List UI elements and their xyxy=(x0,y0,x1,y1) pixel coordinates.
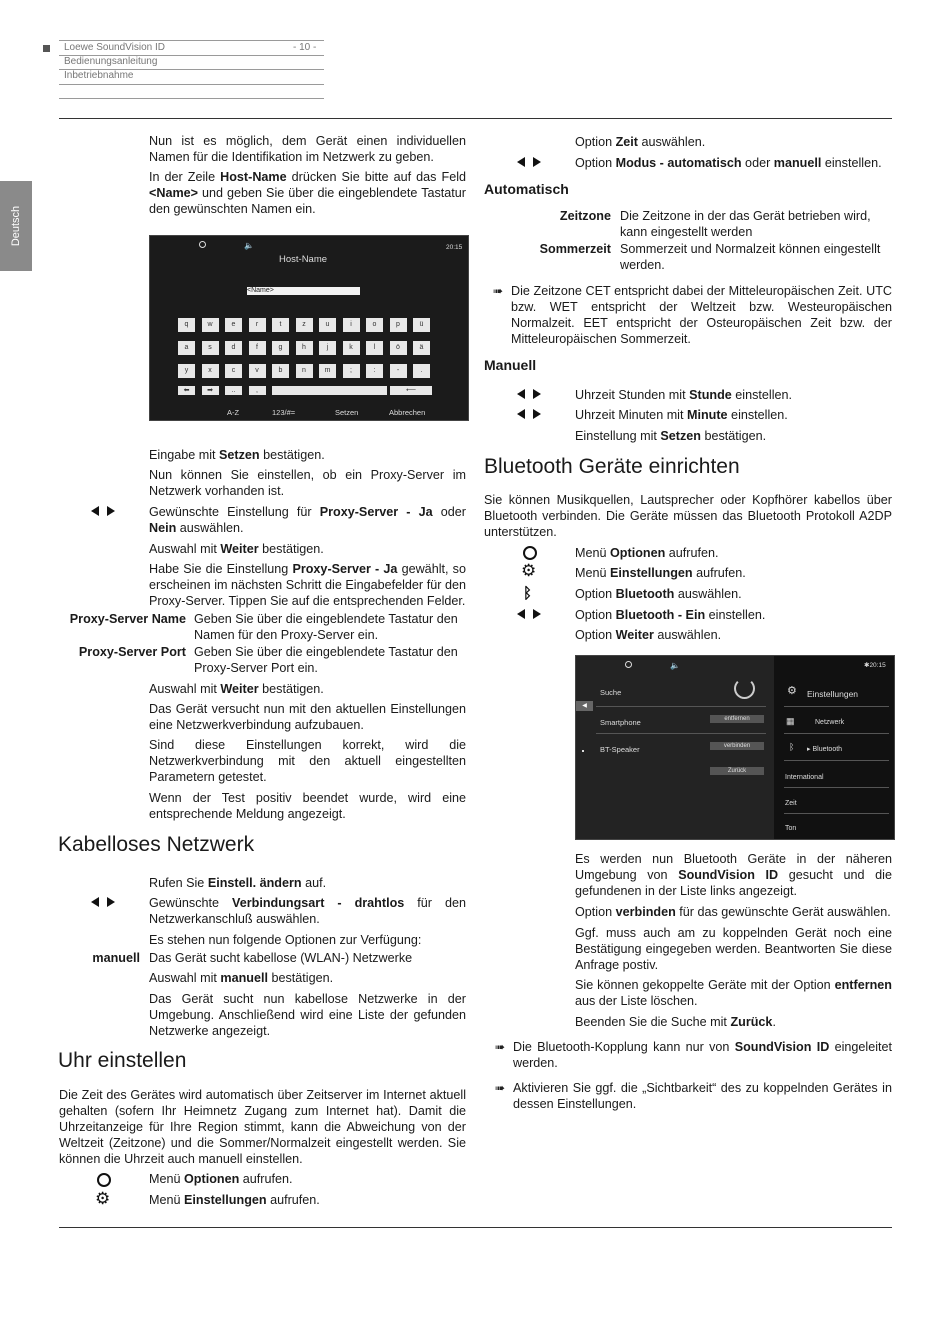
header-page-number: - 10 - xyxy=(293,42,317,53)
speaker-icon: 🔈 xyxy=(244,241,254,250)
connect-button: verbinden xyxy=(710,742,764,750)
paragraph: Das Gerät sucht kabellose (WLAN-) Netzwerke xyxy=(149,951,413,965)
back-arrow-icon: ◀ xyxy=(576,701,593,711)
paragraph: Die Zeit des Gerätes wird automatisch über Zeitserver im Internet aktuell gehalten (sofern Ihr Heimnetz Zugang zum Internet hat). Damit die Uhrzeitanzeige für Ihre Region stimmt, kann die Abweichung von der Weltzeit (Zeitzone) und die Sommer/Normalzeit eingestellt werden. Sie können die Uhrzeit auch manuell einstellen. xyxy=(59,1088,466,1166)
keyboard-key: : xyxy=(366,364,383,378)
settings-title: Einstellungen xyxy=(807,689,859,699)
keyboard-key: p xyxy=(390,318,407,332)
search-label: Suche xyxy=(600,688,622,697)
keyboard-key: u xyxy=(319,318,336,332)
heading-set-clock: Uhr einstellen xyxy=(58,1049,187,1072)
note-text: Die Bluetooth-Kopplung kann nur von SoundVision ID eingeleitet werden. xyxy=(513,1040,892,1070)
left-right-arrows-icon xyxy=(91,505,121,517)
keyboard-key: t xyxy=(272,318,289,332)
keyboard-key: , xyxy=(249,386,266,395)
keyboard-key: - xyxy=(390,364,407,378)
header-line xyxy=(59,40,324,41)
keyboard-key: j xyxy=(319,341,336,355)
bluetooth-icon: ᛒ xyxy=(523,585,533,602)
top-rule xyxy=(59,118,892,119)
paragraph: Ggf. muss auch am zu koppelnden Gerät noch eine Bestätigung eingegeben werden. Beantworten Sie diese Anfrage postiv. xyxy=(575,926,892,972)
bluetooth-screenshot xyxy=(575,655,895,840)
backspace-key: ⟵ xyxy=(390,386,432,395)
language-side-tab: Deutsch xyxy=(0,181,32,271)
left-right-arrows-icon xyxy=(517,608,547,620)
heading-automatic: Automatisch xyxy=(484,181,569,197)
cancel-label: Abbrechen xyxy=(389,408,426,417)
keyboard-key: .. xyxy=(225,386,242,395)
paragraph: Option Weiter auswählen. xyxy=(575,628,722,642)
keyboard-key: z xyxy=(296,318,313,332)
paragraph: In der Zeile Host-Name drücken Sie bitte auf das Feld <Name> und geben Sie über die eingeblendete Tastatur den gewünschten Namen ein. xyxy=(149,170,466,216)
menu-bluetooth: ▸ Bluetooth xyxy=(807,746,843,753)
paragraph: Einstellung mit Setzen bestätigen. xyxy=(575,429,767,443)
menu-international: International xyxy=(785,774,824,781)
keyboard-key: ⬅ xyxy=(178,386,195,395)
keyboard-key: ➡ xyxy=(202,386,219,395)
header-line xyxy=(59,84,324,85)
summertime-text: Sommerzeit und Normalzeit können eingestellt werden. xyxy=(620,242,881,272)
gear-icon: ⚙ xyxy=(521,561,537,580)
keyboard-key: h xyxy=(296,341,313,355)
clock-text: ✱20:15 xyxy=(864,662,886,669)
screen-title: Host-Name xyxy=(279,254,328,265)
note-arrow-icon: ➠ xyxy=(493,284,504,298)
paragraph: Es stehen nun folgende Optionen zur Verfügung: xyxy=(149,933,422,947)
paragraph: Option Zeit auswählen. xyxy=(575,135,706,149)
keyboard-key: e xyxy=(225,318,242,332)
paragraph: Uhrzeit Stunden mit Stunde einstellen. xyxy=(575,388,793,402)
keyboard-key: f xyxy=(249,341,266,355)
keyboard-key: ; xyxy=(343,364,360,378)
paragraph: Nun können Sie einstellen, ob ein Proxy-Server im Netzwerk vorhanden ist. xyxy=(149,468,466,498)
gear-icon: ⚙ xyxy=(787,685,797,697)
keyboard-key: c xyxy=(225,364,242,378)
keyboard-key: y xyxy=(178,364,195,378)
bottom-rule xyxy=(59,1227,892,1228)
keyboard-key: x xyxy=(202,364,219,378)
keyboard-key: l xyxy=(366,341,383,355)
options-ring-icon xyxy=(97,1173,111,1187)
keyboard-key: ö xyxy=(390,341,407,355)
left-right-arrows-icon xyxy=(517,156,547,168)
paragraph: Gewünschte Einstellung für Proxy-Server - Ja oder Nein auswählen. xyxy=(149,505,466,535)
bluetooth-icon: ᛒ xyxy=(789,742,795,752)
proxy-name-text: Geben Sie über die eingeblendete Tastatur den Namen für den Proxy-Server ein. xyxy=(194,612,458,642)
menu-time: Zeit xyxy=(785,800,797,807)
remove-button: entfernen xyxy=(710,715,764,723)
keyboard-key: w xyxy=(202,318,219,332)
paragraph: Auswahl mit Weiter bestätigen. xyxy=(149,542,324,556)
dot xyxy=(582,750,584,752)
paragraph: Menü Optionen aufrufen. xyxy=(575,546,719,560)
heading-manual: Manuell xyxy=(484,357,537,373)
name-field: <Name> xyxy=(247,287,360,295)
header-chapter: Inbetriebnahme xyxy=(64,70,134,81)
heading-wireless-network: Kabelloses Netzwerk xyxy=(58,833,255,856)
options-icon xyxy=(199,241,206,248)
paragraph: Habe Sie die Einstellung Proxy-Server - Ja gewählt, so erscheinen im nächsten Schritt die Eingabefelder für den Proxy-Server. Tippen Sie auf die entsprechenden Felder. xyxy=(149,562,466,608)
paragraph: Option Modus - automatisch oder manuell einstellen. xyxy=(575,156,882,170)
set-label: Setzen xyxy=(335,408,359,417)
numbers-label: 123/#= xyxy=(272,408,296,417)
keyboard-key: v xyxy=(249,364,266,378)
header-line xyxy=(59,98,324,99)
speaker-icon: 🔈 xyxy=(670,661,680,670)
paragraph: Nun ist es möglich, dem Gerät einen individuellen Namen für die Identifikation im Netzwerk zu geben. xyxy=(149,134,466,164)
paragraph: Sie können Musikquellen, Lautsprecher oder Kopfhörer kabellos über Bluetooth verbinden. Die Geräte müssen das Bluetooth Protokoll A2DP unterstützen. xyxy=(484,493,892,539)
keyboard-key: m xyxy=(319,364,336,378)
left-right-arrows-icon xyxy=(517,388,547,400)
keyboard-key: b xyxy=(272,364,289,378)
keyboard-key: o xyxy=(366,318,383,332)
menu-network: Netzwerk xyxy=(815,719,845,726)
paragraph: Rufen Sie Einstell. ändern auf. xyxy=(149,876,327,890)
keyboard-key: g xyxy=(272,341,289,355)
keyboard-key: a xyxy=(178,341,195,355)
paragraph: Gewünschte Verbindungsart - drahtlos für den Netzwerkanschluß auswählen. xyxy=(149,896,466,926)
spinner-icon xyxy=(734,678,755,699)
keyboard-key: i xyxy=(343,318,360,332)
keyboard-key: q xyxy=(178,318,195,332)
network-icon: ▦ xyxy=(786,716,795,726)
paragraph: Uhrzeit Minuten mit Minute einstellen. xyxy=(575,408,788,422)
clock-text: 20:15 xyxy=(446,244,463,251)
paragraph: Das Gerät sucht nun kabellose Netzwerke in der Umgebung. Anschließend wird eine Liste der gefunden Netzwerke angezeigt. xyxy=(149,992,466,1038)
settings-panel xyxy=(774,656,894,839)
paragraph: Menü Optionen aufrufen. xyxy=(149,1172,293,1186)
heading-bluetooth: Bluetooth Geräte einrichten xyxy=(484,455,740,478)
left-right-arrows-icon xyxy=(517,408,547,420)
paragraph: Eingabe mit Setzen bestätigen. xyxy=(149,448,325,462)
proxy-port-text: Geben Sie über die eingeblendete Tastatur den Proxy-Server Port ein. xyxy=(194,645,458,675)
paragraph: Option Bluetooth auswählen. xyxy=(575,587,742,601)
keyboard-key: ü xyxy=(413,318,430,332)
note-arrow-icon: ➠ xyxy=(495,1081,506,1095)
timezone-text: Die Zeitzone in der das Gerät betrieben wird, kann eingestellt werden xyxy=(620,209,871,239)
left-right-arrows-icon xyxy=(91,896,121,908)
paragraph: Es werden nun Bluetooth Geräte in der näheren Umgebung von SoundVision ID gesucht und die gefundenen in der Liste links angezeigt. xyxy=(575,852,892,898)
keyboard-key: ä xyxy=(413,341,430,355)
back-button: Zurück xyxy=(710,767,764,775)
paragraph: Beenden Sie die Suche mit Zurück. xyxy=(575,1015,776,1029)
keyboard-key: k xyxy=(343,341,360,355)
paragraph: Das Gerät versucht nun mit den aktuellen Einstellungen eine Netzwerkverbindung aufzubauen. xyxy=(149,702,466,732)
device-bt-speaker: BT-Speaker xyxy=(600,745,640,754)
keyboard-key: n xyxy=(296,364,313,378)
note-text: Aktivieren Sie ggf. die „Sichtbarkeit“ des zu koppelnden Gerätes in dessen Einstellungen. xyxy=(513,1081,892,1111)
note-text: Die Zeitzone CET entspricht dabei der Mitteleuropäischen Zeit. UTC bzw. WET entspricht der Weltzeit bzw. Westeuropäischen Normalzeit. EET entspricht der Osteuropäischen Zeit bzw. der Mitteleuropäischen Sommerzeit. xyxy=(511,284,892,346)
device-smartphone: Smartphone xyxy=(600,718,641,727)
gear-icon: ⚙ xyxy=(95,1189,111,1208)
proxy-port-label: Proxy-Server Port xyxy=(78,645,186,659)
paragraph: Menü Einstellungen aufrufen. xyxy=(149,1193,320,1207)
az-label: A-Z xyxy=(227,408,240,417)
header-product: Loewe SoundVision ID xyxy=(64,42,165,53)
paragraph: Wenn der Test positiv beendet wurde, wird eine entsprechende Meldung angezeigt. xyxy=(149,791,466,821)
note-arrow-icon: ➠ xyxy=(495,1040,506,1054)
options-icon xyxy=(625,661,632,668)
keyboard-key: s xyxy=(202,341,219,355)
keyboard-screenshot xyxy=(149,235,469,421)
keyboard-key: . xyxy=(413,364,430,378)
timezone-label: Zeitzone xyxy=(559,209,611,223)
manual-label: manuell xyxy=(92,951,140,965)
paragraph: Menü Einstellungen aufrufen. xyxy=(575,566,746,580)
menu-sound: Ton xyxy=(785,825,797,832)
header-marker xyxy=(43,45,50,52)
options-ring-icon xyxy=(523,546,537,560)
space-key xyxy=(272,386,387,395)
paragraph: Option Bluetooth - Ein einstellen. xyxy=(575,608,766,622)
paragraph: Auswahl mit Weiter bestätigen. xyxy=(149,682,324,696)
summertime-label: Sommerzeit xyxy=(539,242,611,256)
paragraph: Auswahl mit manuell bestätigen. xyxy=(149,971,334,985)
keyboard-key: r xyxy=(249,318,266,332)
paragraph: Sie können gekoppelte Geräte mit der Option entfernen aus der Liste löschen. xyxy=(575,978,892,1008)
keyboard-key: d xyxy=(225,341,242,355)
paragraph: Option verbinden für das gewünschte Gerät auswählen. xyxy=(575,905,891,919)
header-manual: Bedienungsanleitung xyxy=(64,56,158,67)
paragraph: Sind diese Einstellungen korrekt, wird die Netzwerkverbindung mit den aktuell eingestellten Parametern getestet. xyxy=(149,738,466,784)
proxy-name-label: Proxy-Server Name xyxy=(69,612,186,626)
